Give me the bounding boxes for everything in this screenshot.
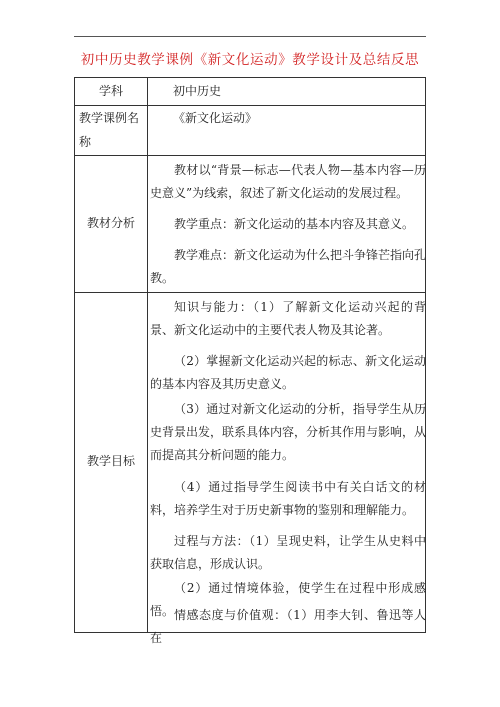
document-title: 初中历史教学课例《新文化运动》教学设计及总结反思 xyxy=(80,52,420,68)
objective-paragraph: （2）通过情境体验，使学生在过程中形成感悟。 xyxy=(150,581,426,618)
objective-paragraph: 过程与方法：（1）呈现史料，让学生从史料中获取信息，形成认识。 xyxy=(150,534,426,571)
analysis-label: 教材分析 xyxy=(86,216,135,230)
key-point-paragraph: 教学重点：新文化运动的基本内容及其意义。 xyxy=(174,217,415,231)
objectives-label: 教学目标 xyxy=(86,454,135,468)
difficulty-paragraph: 教学难点：新文化运动为什么把斗争锋芒指向孔教。 xyxy=(150,248,427,285)
objective-paragraph: 知识与能力：（1）了解新文化运动兴起的背景、新文化运动中的主要代表人物及其论著。 xyxy=(150,300,426,337)
row-divider xyxy=(75,155,425,156)
row-divider xyxy=(75,292,425,293)
subject-label: 学科 xyxy=(98,84,123,98)
objective-paragraph: （4）通过指导学生阅读书中有关白话文的材料，培养学生对于历史新事物的鉴别和理解能力。 xyxy=(150,480,426,517)
objective-paragraph: （2）掌握新文化运动兴起的标志、新文化运动的基本内容及其历史意义。 xyxy=(150,354,426,391)
objective-paragraph: 情感态度与价值观：（1）用李大钊、鲁迅等人在 xyxy=(150,608,426,645)
analysis-paragraph: 教材以“背景—标志—代表人物—基本内容—历史意义”为线索，叙述了新文化运动的发展过程。 xyxy=(150,163,426,200)
lesson-plan-table xyxy=(74,77,427,645)
lesson-name-label: 教学课例名称 xyxy=(79,111,140,149)
lesson-name-value: 《新文化运动》 xyxy=(173,111,258,125)
header-rule xyxy=(74,36,426,37)
subject-value: 初中历史 xyxy=(173,84,222,98)
objective-paragraph: （3）通过对新文化运动的分析，指导学生从历史背景出发，联系具体内容，分析其作用与影响，从而提高其分析问题的能力。 xyxy=(150,402,427,462)
